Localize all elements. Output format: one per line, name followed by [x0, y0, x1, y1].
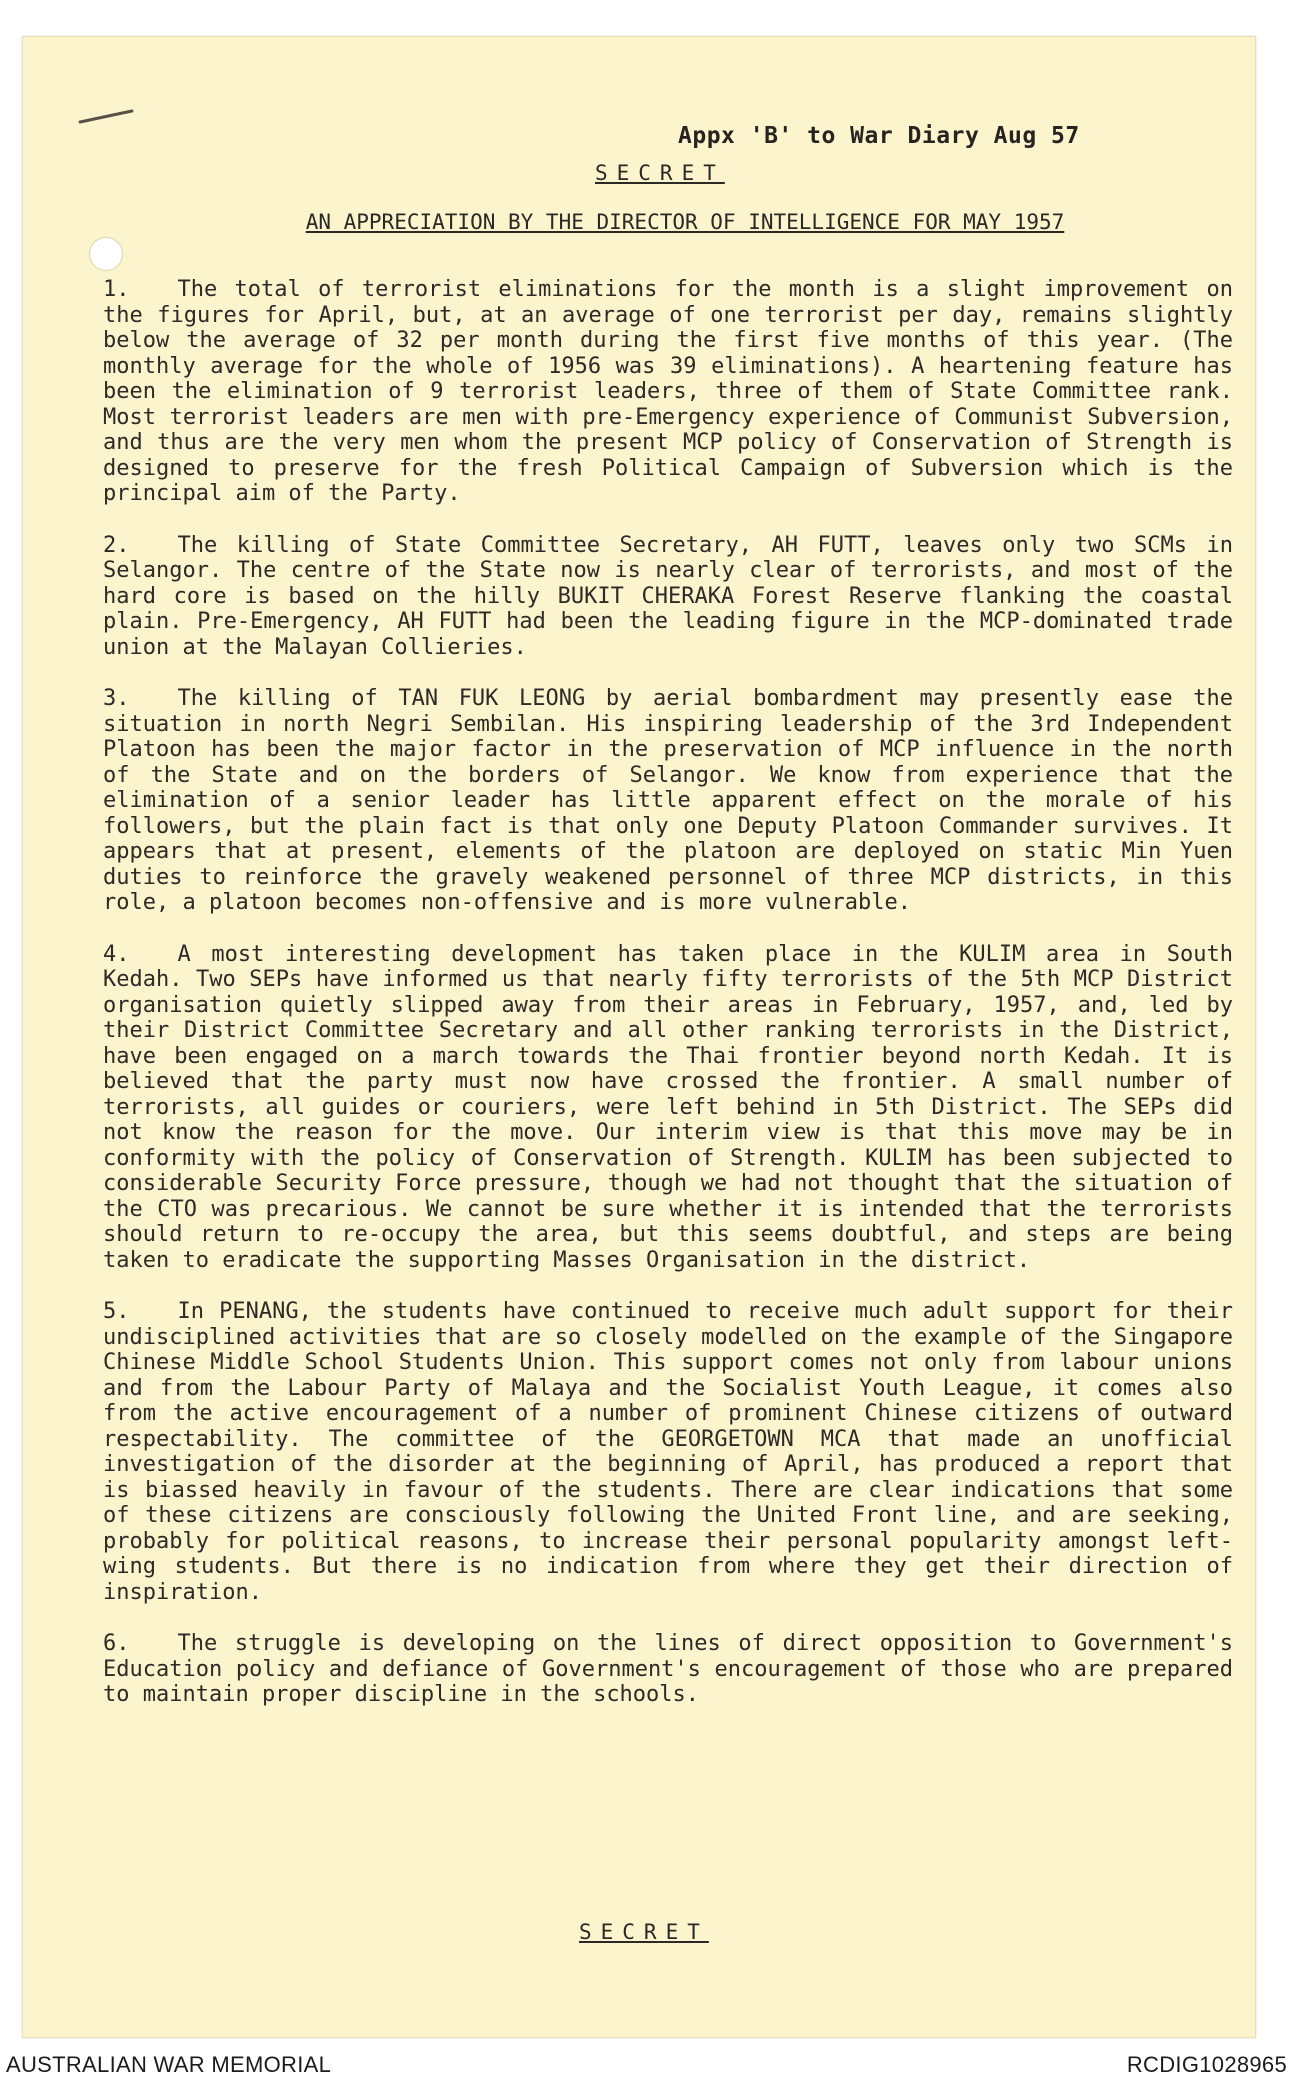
pen-mark — [78, 109, 133, 124]
archive-source: AUSTRALIAN WAR MEMORIAL — [6, 2052, 332, 2077]
paragraph-text: The total of terrorist eliminations for the month is a slight improvement on the figures for April, but, at an average of one terrorist per day, remains slightly below the average of 32 per month during the first five months of this year. (The monthly average for the whole of 1956 was 39 eliminations). A heartening feature has been the elimination of 9 terrorist leaders, three of them of State Committee rank. Most terrorist leaders are men with pre-Emergency experience of Communist Subversion, and thus are the very men whom the present MCP policy of Conservation of Strength is designed to preserve for the fresh Political Campaign of Subversion which is the principal aim of the Party. — [103, 277, 1247, 506]
paragraph-6 — [103, 1631, 1247, 1708]
paragraph-2 — [103, 532, 1247, 661]
punch-hole — [89, 237, 123, 271]
paragraph-text: In PENANG, the students have continued to receive much adult support for their undisciplined activities that are so closely modelled on the example of the Singapore Chinese Middle School Students Union. This support comes not only from labour unions and from the Labour Party of Malaya and the Socialist Youth League, it comes also from the active encouragement of a number of prominent Chinese citizens of outward respectability. The committee of the GEORGETOWN MCA that made an unofficial investigation of the disorder at the beginning of April, has produced a report that is biassed heavily in favour of the students. There are clear indications that some of these citizens are consciously following the United Front line, and are seeking, probably for political reasons, to increase their personal popularity amongst left-wing students. But there is no indication from where they get their direction of inspiration. — [103, 1299, 1247, 1605]
paragraph-text: The killing of TAN FUK LEONG by aerial bombardment may presently ease the situation in north Negri Sembilan. His inspiring leadership of the 3rd Independent Platoon has been the major factor in the preservation of MCP influence in the north of the State and on the borders of Selangor. We know from experience that the elimination of a senior leader has little apparent effect on the morale of his followers, but the plain fact is that only one Deputy Platoon Commander survives. It appears that at present, elements of the platoon are deployed on static Min Yuen duties to reinforce the gravely weakened personnel of three MCP districts, in this role, a platoon becomes non-offensive and is more vulnerable. — [103, 686, 1247, 915]
paragraph-1 — [103, 277, 1247, 507]
paragraph-number: 3. — [103, 686, 130, 711]
document-title: AN APPRECIATION BY THE DIRECTOR OF INTELLIGENCE FOR MAY 1957 — [305, 210, 1065, 234]
paragraph-text: The struggle is developing on the lines of direct opposition to Government's Education policy and defiance of Government's encouragement of those who are prepared to maintain proper discipline in the schools. — [103, 1631, 1247, 1707]
paragraph-4 — [103, 941, 1247, 1274]
paragraph-text: The killing of State Committee Secretary, AH FUTT, leaves only two SCMs in Selangor. The centre of the State now is nearly clear of terrorists, and most of the hard core is based on the hilly BUKIT CHERAKA Forest Reserve flanking the coastal plain. Pre-Emergency, AH FUTT had been the leading figure in the MCP-dominated trade union at the Malayan Collieries. — [103, 532, 1247, 660]
classification-bottom: SECRET — [579, 1920, 709, 1944]
paragraph-number: 1. — [103, 277, 130, 302]
document-page — [22, 36, 1256, 2038]
paragraph-3 — [103, 686, 1247, 916]
war-diary-reference: Appx 'B' to War Diary Aug 57 — [678, 123, 1080, 149]
archive-footer — [0, 2044, 1295, 2082]
paragraph-number: 5. — [103, 1299, 130, 1324]
document-body — [103, 277, 1247, 1734]
archive-catalogue-id: RCDIG1028965 — [1126, 2052, 1287, 2077]
paragraph-number: 2. — [103, 532, 130, 558]
paragraph-text: A most interesting development has taken place in the KULIM area in South Kedah. Two SEPs have informed us that nearly fifty terrorists of the 5th MCP District organisation quietly slipped away from their areas in February, 1957, and, led by their District Committee Secretary and all other ranking terrorists in the District, have been engaged on a march towards the Thai frontier beyond north Kedah. It is believed that the party must now have crossed the frontier. A small number of terrorists, all guides or couriers, were left behind in 5th District. The SEPs did not know the reason for the move. Our interim view is that this move may be in conformity with the policy of Conservation of Strength. KULIM has been subjected to considerable Security Force pressure, though we had not thought that the situation of the CTO was precarious. We cannot be sure whether it is intended that the terrorists should return to re-occupy the area, but this seems doubtful, and steps are being taken to eradicate the supporting Masses Organisation in the district. — [103, 941, 1247, 1273]
paragraph-number: 6. — [103, 1631, 130, 1656]
classification-top: SECRET — [595, 161, 725, 185]
paragraph-number: 4. — [103, 941, 130, 967]
paragraph-5 — [103, 1299, 1247, 1605]
